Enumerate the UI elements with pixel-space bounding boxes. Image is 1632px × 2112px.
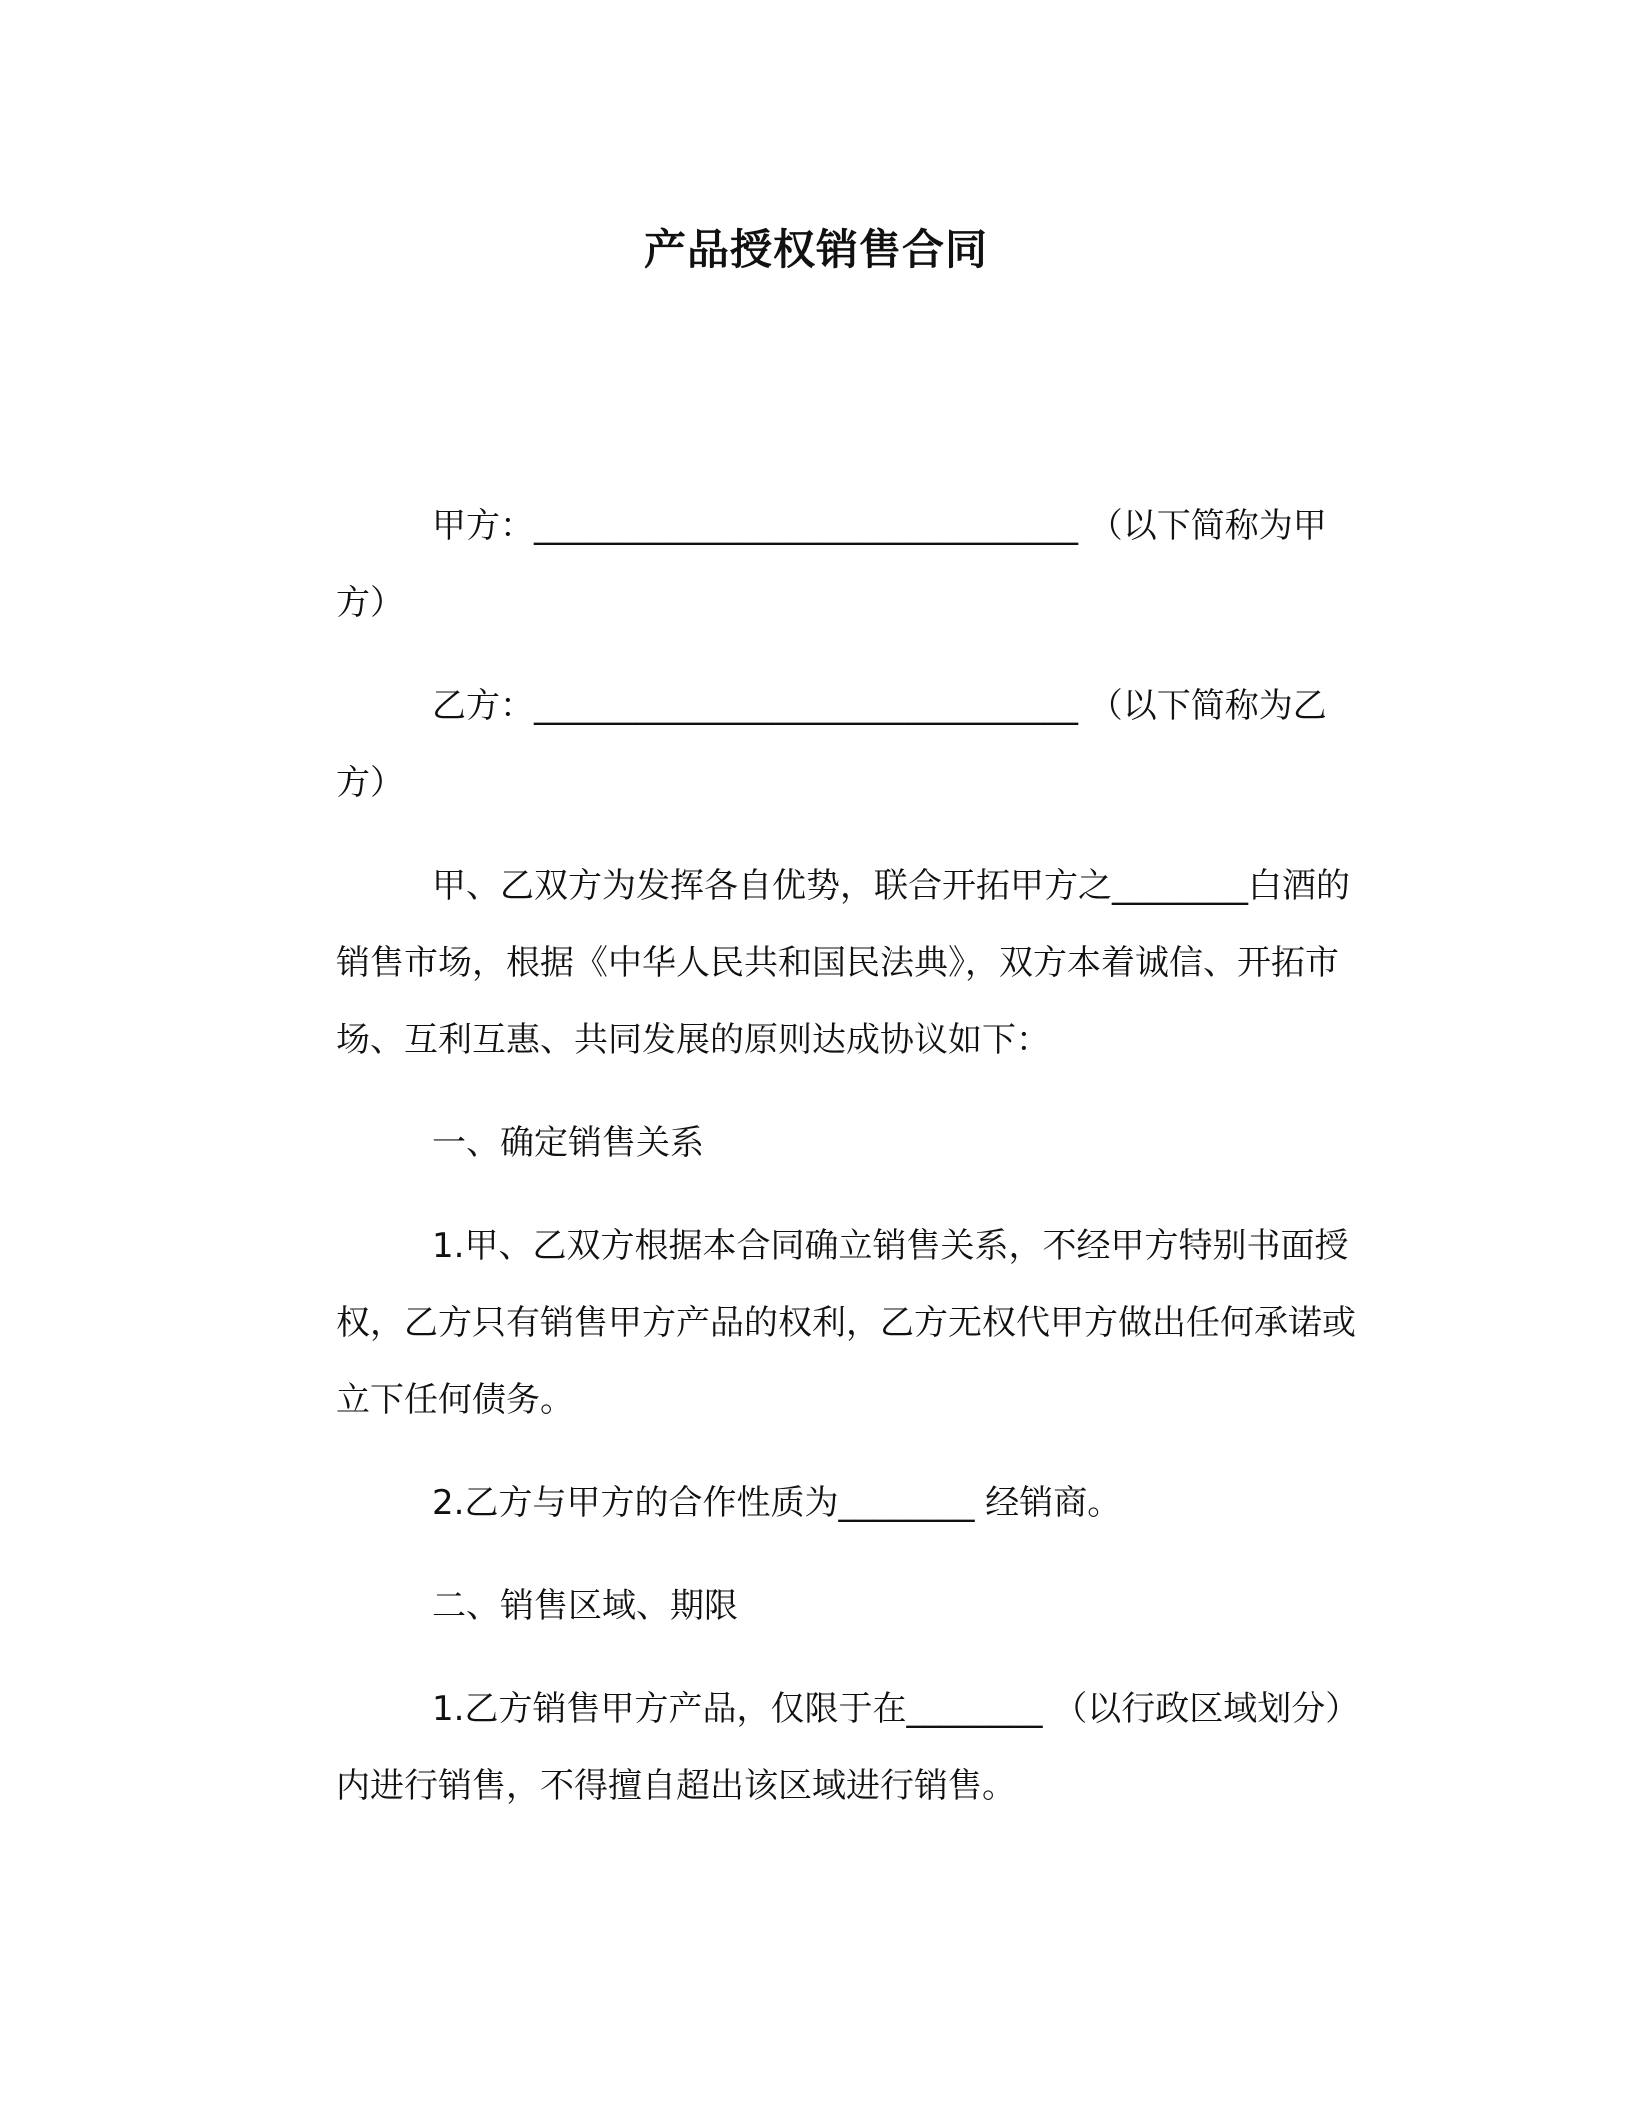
section-2-clause-1 bbox=[240, 1671, 1360, 1825]
section-1-clause-1-line-1: 1.甲、乙双方根据本合同确立销售关系，不经甲方特别书面授 bbox=[432, 1226, 1349, 1266]
party-a-line-1: 甲方：________________________________ （以下简称为甲 bbox=[432, 506, 1327, 546]
section-2-heading-text: 二、销售区域、期限 bbox=[432, 1586, 738, 1626]
preamble-line-2: 销售市场，根据《中华人民共和国民法典》，双方本着诚信、开拓市 bbox=[336, 943, 1339, 983]
party-b-line-2: 方） bbox=[336, 763, 404, 803]
preamble-line-1: 甲、乙双方为发挥各自优势，联合开拓甲方之________白酒的 bbox=[432, 866, 1350, 906]
party-a-paragraph bbox=[240, 488, 1360, 642]
section-1-clause-1-line-2: 权，乙方只有销售甲方产品的权利，乙方无权代甲方做出任何承诺或 bbox=[336, 1303, 1356, 1343]
section-1-heading bbox=[240, 1105, 1360, 1182]
section-1-clause-1 bbox=[240, 1208, 1360, 1439]
party-b-line-1: 乙方：________________________________ （以下简称为乙 bbox=[432, 686, 1327, 726]
document-title: 产品授权销售合同 bbox=[643, 225, 988, 274]
section-1-clause-1-line-3: 立下任何债务。 bbox=[336, 1380, 574, 1420]
party-b-paragraph bbox=[240, 668, 1360, 822]
section-1-clause-2 bbox=[240, 1465, 1360, 1542]
section-2-clause-1-line-1: 1.乙方销售甲方产品，仅限于在________ （以行政区域划分） bbox=[432, 1689, 1360, 1729]
party-a-line-2: 方） bbox=[336, 583, 404, 623]
section-2-clause-1-line-2: 内进行销售，不得擅自超出该区域进行销售。 bbox=[336, 1766, 1016, 1806]
section-1-heading-text: 一、确定销售关系 bbox=[432, 1123, 704, 1163]
section-2-heading bbox=[240, 1568, 1360, 1645]
preamble-line-3: 场、互利互惠、共同发展的原则达成协议如下： bbox=[336, 1020, 1050, 1060]
preamble-paragraph bbox=[240, 848, 1360, 1079]
section-1-clause-2-line-1: 2.乙方与甲方的合作性质为________ 经销商。 bbox=[432, 1483, 1122, 1523]
